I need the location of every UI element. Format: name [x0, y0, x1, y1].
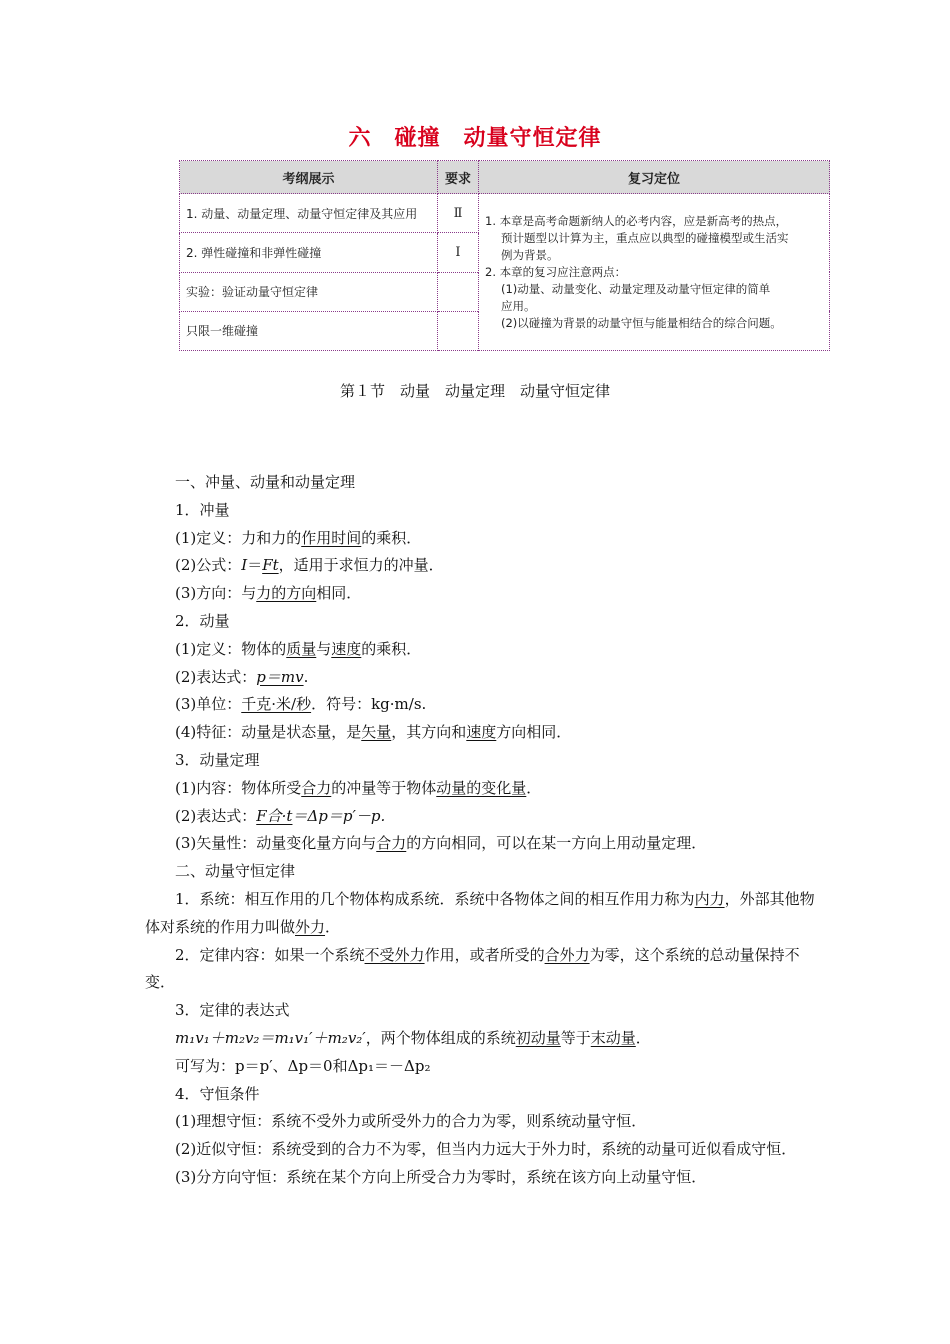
- impulse-formula: (2)公式：I＝Ft，适用于求恒力的冲量．: [175, 556, 444, 575]
- condition-directional: (3)分方向守恒：系统在某个方向上所受合力为零时，系统在该方向上动量守恒．: [175, 1167, 707, 1186]
- section-title: 第１节 动量 动量定理 动量守恒定律: [339, 382, 610, 400]
- topic-cell: 实验：验证动量守恒定律: [180, 272, 438, 311]
- review-line: (2)以碰撞为背景的动量守恒与能量相结合的综合问题。: [501, 315, 782, 330]
- system-definition: 1．系统：相互作用的几个物体构成系统．系统中各物体之间的相互作用力称为内力，外部其他物体对系统的作用力叫做外力．: [145, 889, 815, 936]
- condition-approximate: (2)近似守恒：系统受到的合力不为零，但当内力远大于外力时，系统的动量可近似看成守恒．: [175, 1140, 797, 1159]
- subheading-momentum: 2．动量: [175, 611, 230, 630]
- review-position-cell: [479, 194, 830, 351]
- theorem-expression: (2)表达式：F合·t＝Δp＝p′－p.: [175, 806, 386, 825]
- subheading-conservation-conditions: 4．守恒条件: [175, 1084, 260, 1103]
- requirement-cell: [438, 311, 479, 350]
- law-content: 2．定律内容：如果一个系统不受外力作用，或者所受的合外力为零，这个系统的总动量保持不变．: [145, 945, 800, 992]
- review-line: 应用。: [501, 298, 536, 313]
- header-outline: 考纲展示: [180, 161, 438, 194]
- condition-ideal: (1)理想守恒：系统不受外力或所受外力的合力为零，则系统动量守恒．: [175, 1112, 647, 1131]
- lesson-content: [145, 469, 815, 1192]
- topic-cell: 2. 弹性碰撞和非弹性碰撞: [180, 233, 438, 272]
- heading-impulse-momentum: 一、冲量、动量和动量定理: [175, 473, 356, 491]
- theorem-vector: (3)矢量性：动量变化量方向与合力的方向相同，可以在某一方向上用动量定理．: [175, 834, 707, 853]
- momentum-feature: (4)特征：动量是状态量，是矢量，其方向和速度方向相同．: [175, 723, 572, 742]
- topic-cell: 1. 动量、动量定理、动量守恒定律及其应用: [180, 194, 438, 233]
- subheading-impulse: 1．冲量: [175, 500, 230, 519]
- momentum-definition: (1)定义：物体的质量与速度的乘积．: [175, 639, 422, 658]
- header-requirement: 要求: [438, 161, 479, 194]
- requirement-cell: [438, 272, 479, 311]
- review-line: 例为背景。: [501, 247, 559, 262]
- heading-conservation: 二、动量守恒定律: [175, 862, 296, 881]
- law-equation: m₁v₁＋m₂v₂＝m₁v₁′＋m₂v₂′，两个物体组成的系统初动量等于末动量．: [175, 1028, 651, 1047]
- requirement-cell: Ⅱ: [438, 194, 479, 233]
- subheading-momentum-theorem: 3．动量定理: [175, 750, 260, 769]
- theorem-content: (1)内容：物体所受合力的冲量等于物体动量的变化量．: [175, 778, 542, 797]
- law-alternate-forms: 可写为：p＝p′、Δp＝0和Δp₁＝－Δp₂: [175, 1056, 431, 1075]
- review-line: 2. 本章的复习应注意两点：: [485, 264, 627, 279]
- header-review: 复习定位: [479, 161, 830, 194]
- impulse-definition: (1)定义：力和力的作用时间的乘积．: [175, 528, 422, 547]
- impulse-direction: (3)方向：与力的方向相同．: [175, 584, 362, 603]
- chapter-title: 六 碰撞 动量守恒定律: [348, 126, 602, 151]
- table-header-row: [180, 161, 830, 194]
- review-line: 1. 本章是高考命题新纳人的必考内容，应是新高考的热点，: [485, 213, 788, 228]
- subheading-law-expression: 3．定律的表达式: [175, 1001, 290, 1020]
- table-row: [180, 194, 830, 233]
- momentum-expression: (2)表达式：p＝mv.: [175, 667, 309, 686]
- exam-outline-table: [179, 160, 830, 351]
- requirement-cell: Ⅰ: [438, 233, 479, 272]
- topic-cell: 只限一维碰撞: [180, 311, 438, 350]
- momentum-unit: (3)单位：千克·米/秒．符号：kg·m/s.: [175, 695, 427, 714]
- review-line: (1)动量、动量变化、动量定理及动量守恒定律的简单: [501, 281, 771, 296]
- review-line: 预计题型以计算为主，重点应以典型的碰撞模型或生活实: [501, 230, 789, 245]
